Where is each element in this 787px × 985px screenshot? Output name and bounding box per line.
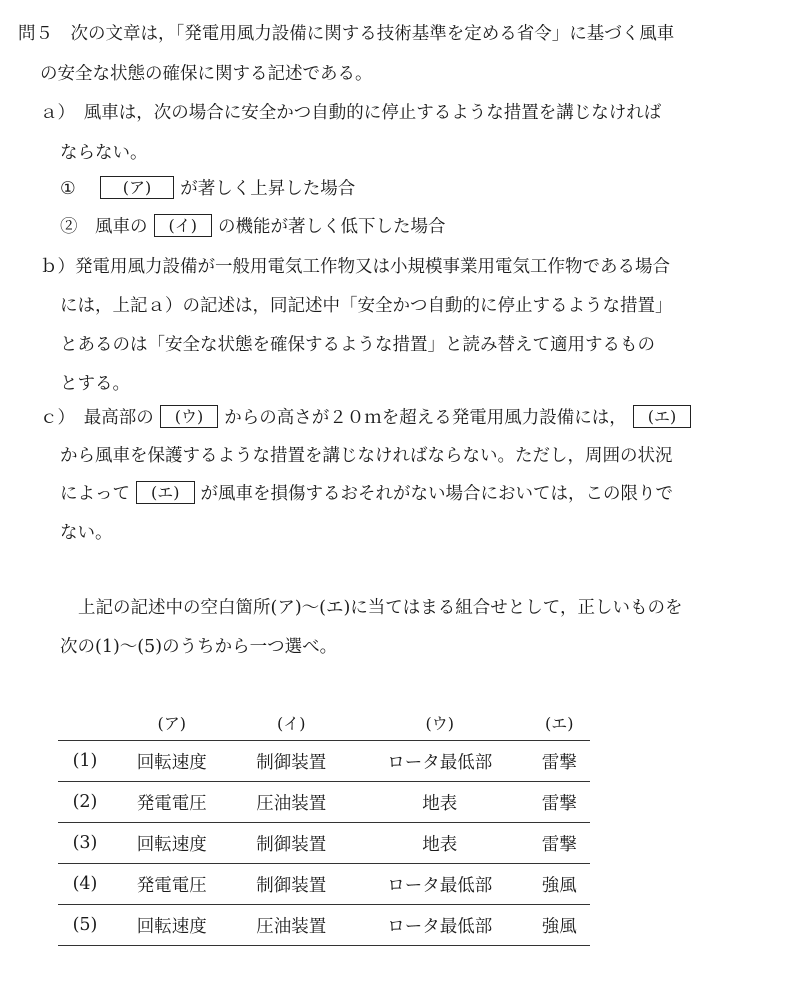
item-c-line2: から風車を保護するような措置を講じなければならない。ただし，周囲の状況 xyxy=(60,446,673,466)
item-c-line3 xyxy=(60,481,673,506)
table-cell: 雷撃 xyxy=(529,782,590,823)
answer-table xyxy=(58,705,590,946)
table-cell: 発電電圧 xyxy=(112,782,232,823)
sub1-text: が著しく上昇した場合 xyxy=(180,179,356,199)
table-row xyxy=(58,864,590,905)
choice-number: (1) xyxy=(58,741,112,782)
item-c-line3-pre: によって xyxy=(60,484,130,504)
table-cell: 制御装置 xyxy=(232,823,352,864)
blank-a-box: (ア) xyxy=(100,176,175,199)
table-cell: ロータ最低部 xyxy=(351,905,529,946)
header-cell: (ア) xyxy=(157,714,186,733)
header-cell: (ウ) xyxy=(425,714,455,733)
blank-u-box: (ウ) xyxy=(160,405,219,428)
table-cell: 強風 xyxy=(529,864,590,905)
item-c-line4: ない。 xyxy=(60,523,113,543)
header-cell xyxy=(58,705,112,741)
item-c-pre: ｃ） 最高部の xyxy=(40,408,154,428)
table-row xyxy=(58,741,590,782)
table-cell: 圧油装置 xyxy=(232,782,352,823)
table-row xyxy=(58,823,590,864)
instruction-line2: 次の(1)～(5)のうちから一つ選べ。 xyxy=(60,637,338,657)
table-row xyxy=(58,782,590,823)
question-heading: 問５ 次の文章は，「発電用風力設備に関する技術基準を定める省令」に基づく風車 xyxy=(18,24,675,44)
choice-number: (3) xyxy=(58,823,112,864)
table-cell: 雷撃 xyxy=(529,823,590,864)
sub2-text: の機能が著しく低下した場合 xyxy=(218,217,446,237)
table-cell: 回転速度 xyxy=(112,905,232,946)
sub2-pre: ② 風車の xyxy=(60,217,148,237)
sub1-marker: ① xyxy=(60,179,76,199)
table-cell: 制御装置 xyxy=(232,864,352,905)
item-a-line2: ならない。 xyxy=(60,143,148,163)
table-cell: 地表 xyxy=(351,782,529,823)
table-cell: 地表 xyxy=(351,823,529,864)
table-cell: 強風 xyxy=(529,905,590,946)
choice-number: (2) xyxy=(58,782,112,823)
item-c-line1 xyxy=(40,405,697,430)
item-b-line1: ｂ）発電用風力設備が一般用電気工作物又は小規模事業用電気工作物である場合 xyxy=(40,257,670,277)
header-cell: (エ) xyxy=(545,714,574,733)
blank-i-box: (イ) xyxy=(154,214,213,237)
table-cell: 回転速度 xyxy=(112,741,232,782)
item-a-line1: ａ） 風車は，次の場合に安全かつ自動的に停止するような措置を講じなければ xyxy=(40,103,662,123)
table-header-row xyxy=(58,705,590,741)
choice-number: (5) xyxy=(58,905,112,946)
item-a-sub2 xyxy=(60,214,446,239)
question-heading-cont: の安全な状態の確保に関する記述である。 xyxy=(40,64,373,84)
header-cell: (イ) xyxy=(277,714,306,733)
table-cell: 制御装置 xyxy=(232,741,352,782)
table-cell: ロータ最低部 xyxy=(351,864,529,905)
table-cell: 回転速度 xyxy=(112,823,232,864)
table-cell: 発電電圧 xyxy=(112,864,232,905)
instruction-line1: 上記の記述中の空白箇所(ア)～(エ)に当てはまる組合せとして，正しいものを xyxy=(78,598,683,618)
choice-number: (4) xyxy=(58,864,112,905)
blank-e-box: (エ) xyxy=(633,405,692,428)
item-a-sub1 xyxy=(60,176,355,201)
table-cell: 圧油装置 xyxy=(232,905,352,946)
table-cell: ロータ最低部 xyxy=(351,741,529,782)
blank-e-box-2: (エ) xyxy=(136,481,195,504)
item-b-line2: には，上記ａ）の記述は，同記述中「安全かつ自動的に停止するような措置」 xyxy=(60,296,673,316)
table-cell: 雷撃 xyxy=(529,741,590,782)
item-b-line4: とする。 xyxy=(60,374,130,394)
item-c-mid: からの高さが２０ｍを超える発電用風力設備には， xyxy=(224,408,627,428)
table-row xyxy=(58,905,590,946)
item-c-line3-post: が風車を損傷するおそれがない場合においては，この限りで xyxy=(200,484,673,504)
item-b-line3: とあるのは「安全な状態を確保するような措置」と読み替えて適用するもの xyxy=(60,335,655,355)
